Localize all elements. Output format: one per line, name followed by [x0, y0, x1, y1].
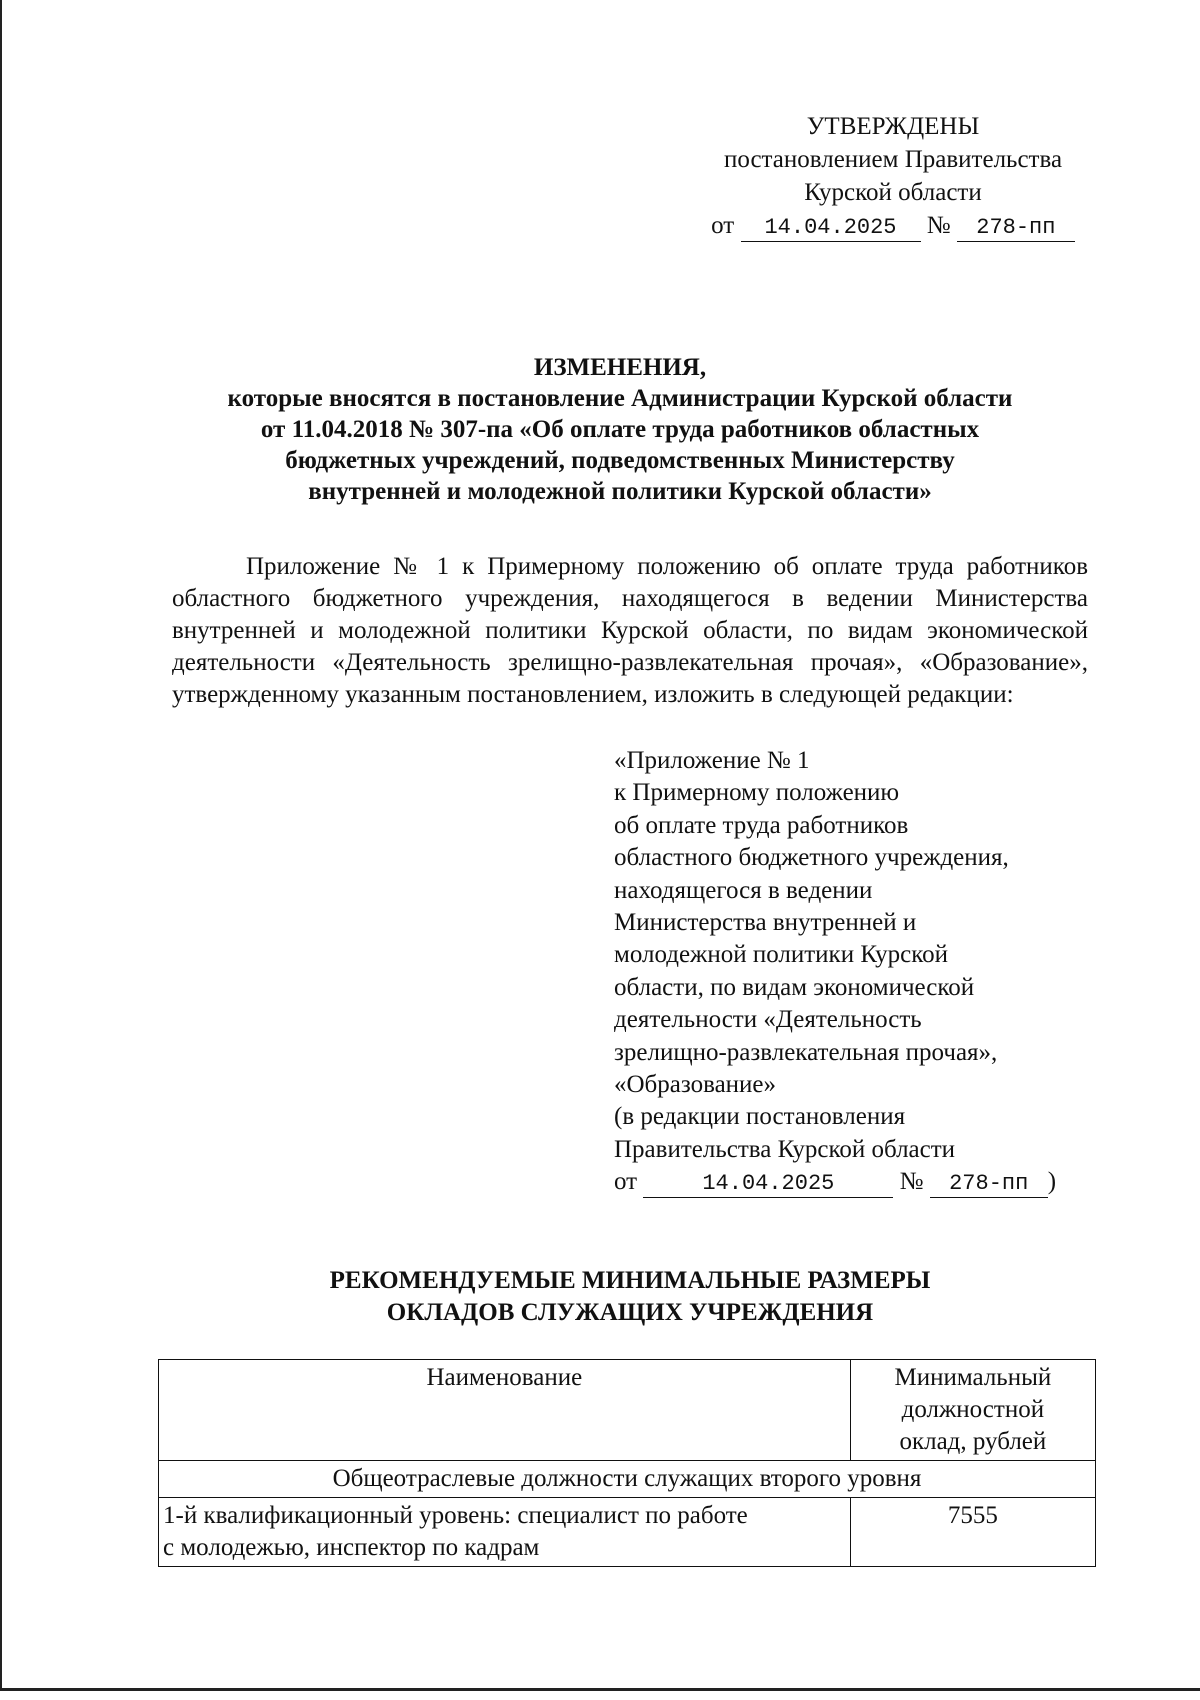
- approval-by-line: постановлением Правительства: [723, 146, 1063, 173]
- appendix-date: 14.04.2025: [643, 1171, 893, 1198]
- appendix-line: областного бюджетного учреждения,: [614, 844, 1009, 872]
- appendix-line: об оплате труда работников: [614, 811, 909, 839]
- appendix-line: молодежной политики Курской: [614, 941, 948, 969]
- table-header-row: [159, 1360, 1096, 1461]
- document-title: [140, 352, 1100, 507]
- page-edge-left: [0, 0, 2, 1690]
- approval-heading: УТВЕРЖДЕНЫ: [806, 113, 980, 140]
- approval-date-line: [698, 209, 1088, 242]
- appendix-line: находящегося в ведении: [614, 876, 873, 904]
- table-row: [159, 1498, 1096, 1567]
- approval-number-label: №: [926, 212, 951, 239]
- appendix-number: 278-пп: [930, 1171, 1048, 1198]
- appendix-note: [614, 745, 1094, 1199]
- appendix-date-line: [614, 1166, 1094, 1198]
- title-line: бюджетных учреждений, подведомственных Министерству: [285, 447, 955, 474]
- appendix-line: деятельности «Деятельность: [614, 1006, 922, 1034]
- approval-stamp: [698, 110, 1088, 242]
- body-paragraph: Приложение № 1 к Примерному положению об оплате труда работников областного бюджетного учреждения, находящегося в ведении Министерства внутренней и молодежной политики Курской области, по видам экономической деятельности «Деятельность зрелищно-развлекательная прочая», «Образование», утвержденному указанным постановлением, изложить в следующей редакции:: [172, 553, 1088, 708]
- title-line: внутренней и молодежной политики Курской области»: [308, 478, 932, 505]
- approval-number: 278-пп: [957, 215, 1075, 242]
- section-title-line: ОКЛАДОВ СЛУЖАЩИХ УЧРЕЖДЕНИЯ: [386, 1299, 874, 1326]
- title-heading: ИЗМЕНЕНИЯ,: [533, 354, 707, 381]
- approval-region-line: Курской области: [804, 179, 982, 206]
- appendix-line: «Образование»: [614, 1071, 777, 1099]
- appendix-closing-paren: ): [1047, 1168, 1057, 1196]
- appendix-line: к Примерному положению: [614, 779, 900, 807]
- header-salary-line: оклад, рублей: [899, 1428, 1047, 1455]
- approval-date: 14.04.2025: [741, 215, 921, 242]
- salary-table: [158, 1359, 1096, 1567]
- page-edge-bottom: [0, 1688, 1200, 1691]
- header-salary-line: Минимальный: [894, 1364, 1052, 1391]
- appendix-line: «Приложение № 1: [614, 747, 810, 774]
- appendix-line: зрелищно-развлекательная прочая»,: [614, 1038, 998, 1066]
- row-salary-value: 7555: [850, 1498, 1095, 1567]
- row-name: [159, 1498, 851, 1567]
- table-group-row: [159, 1461, 1096, 1498]
- appendix-line: Министерства внутренней и: [614, 909, 917, 937]
- title-line: которые вносятся в постановление Администрации Курской области: [227, 385, 1013, 412]
- appendix-line: (в редакции постановления: [614, 1103, 906, 1131]
- appendix-number-label: №: [899, 1168, 924, 1196]
- title-line: от 11.04.2018 № 307-па «Об оплате труда работников областных: [260, 416, 980, 443]
- appendix-line: области, по видам экономической: [614, 973, 975, 1001]
- row-name-line: с молодежью, инспектор по кадрам: [163, 1534, 540, 1561]
- header-salary-line: должностной: [901, 1396, 1045, 1423]
- header-salary: [850, 1360, 1095, 1461]
- section-title-line: РЕКОМЕНДУЕМЫЕ МИНИМАЛЬНЫЕ РАЗМЕРЫ: [329, 1267, 931, 1294]
- row-name-line: 1-й квалификационный уровень: специалист по работе: [163, 1502, 748, 1529]
- section-title: [200, 1265, 1060, 1329]
- appendix-line: Правительства Курской области: [614, 1135, 956, 1163]
- header-name: Наименование: [159, 1360, 851, 1461]
- approval-from-label: от: [711, 212, 735, 239]
- appendix-from-label: от: [614, 1168, 638, 1196]
- group-label: Общеотраслевые должности служащих второго уровня: [159, 1461, 1096, 1498]
